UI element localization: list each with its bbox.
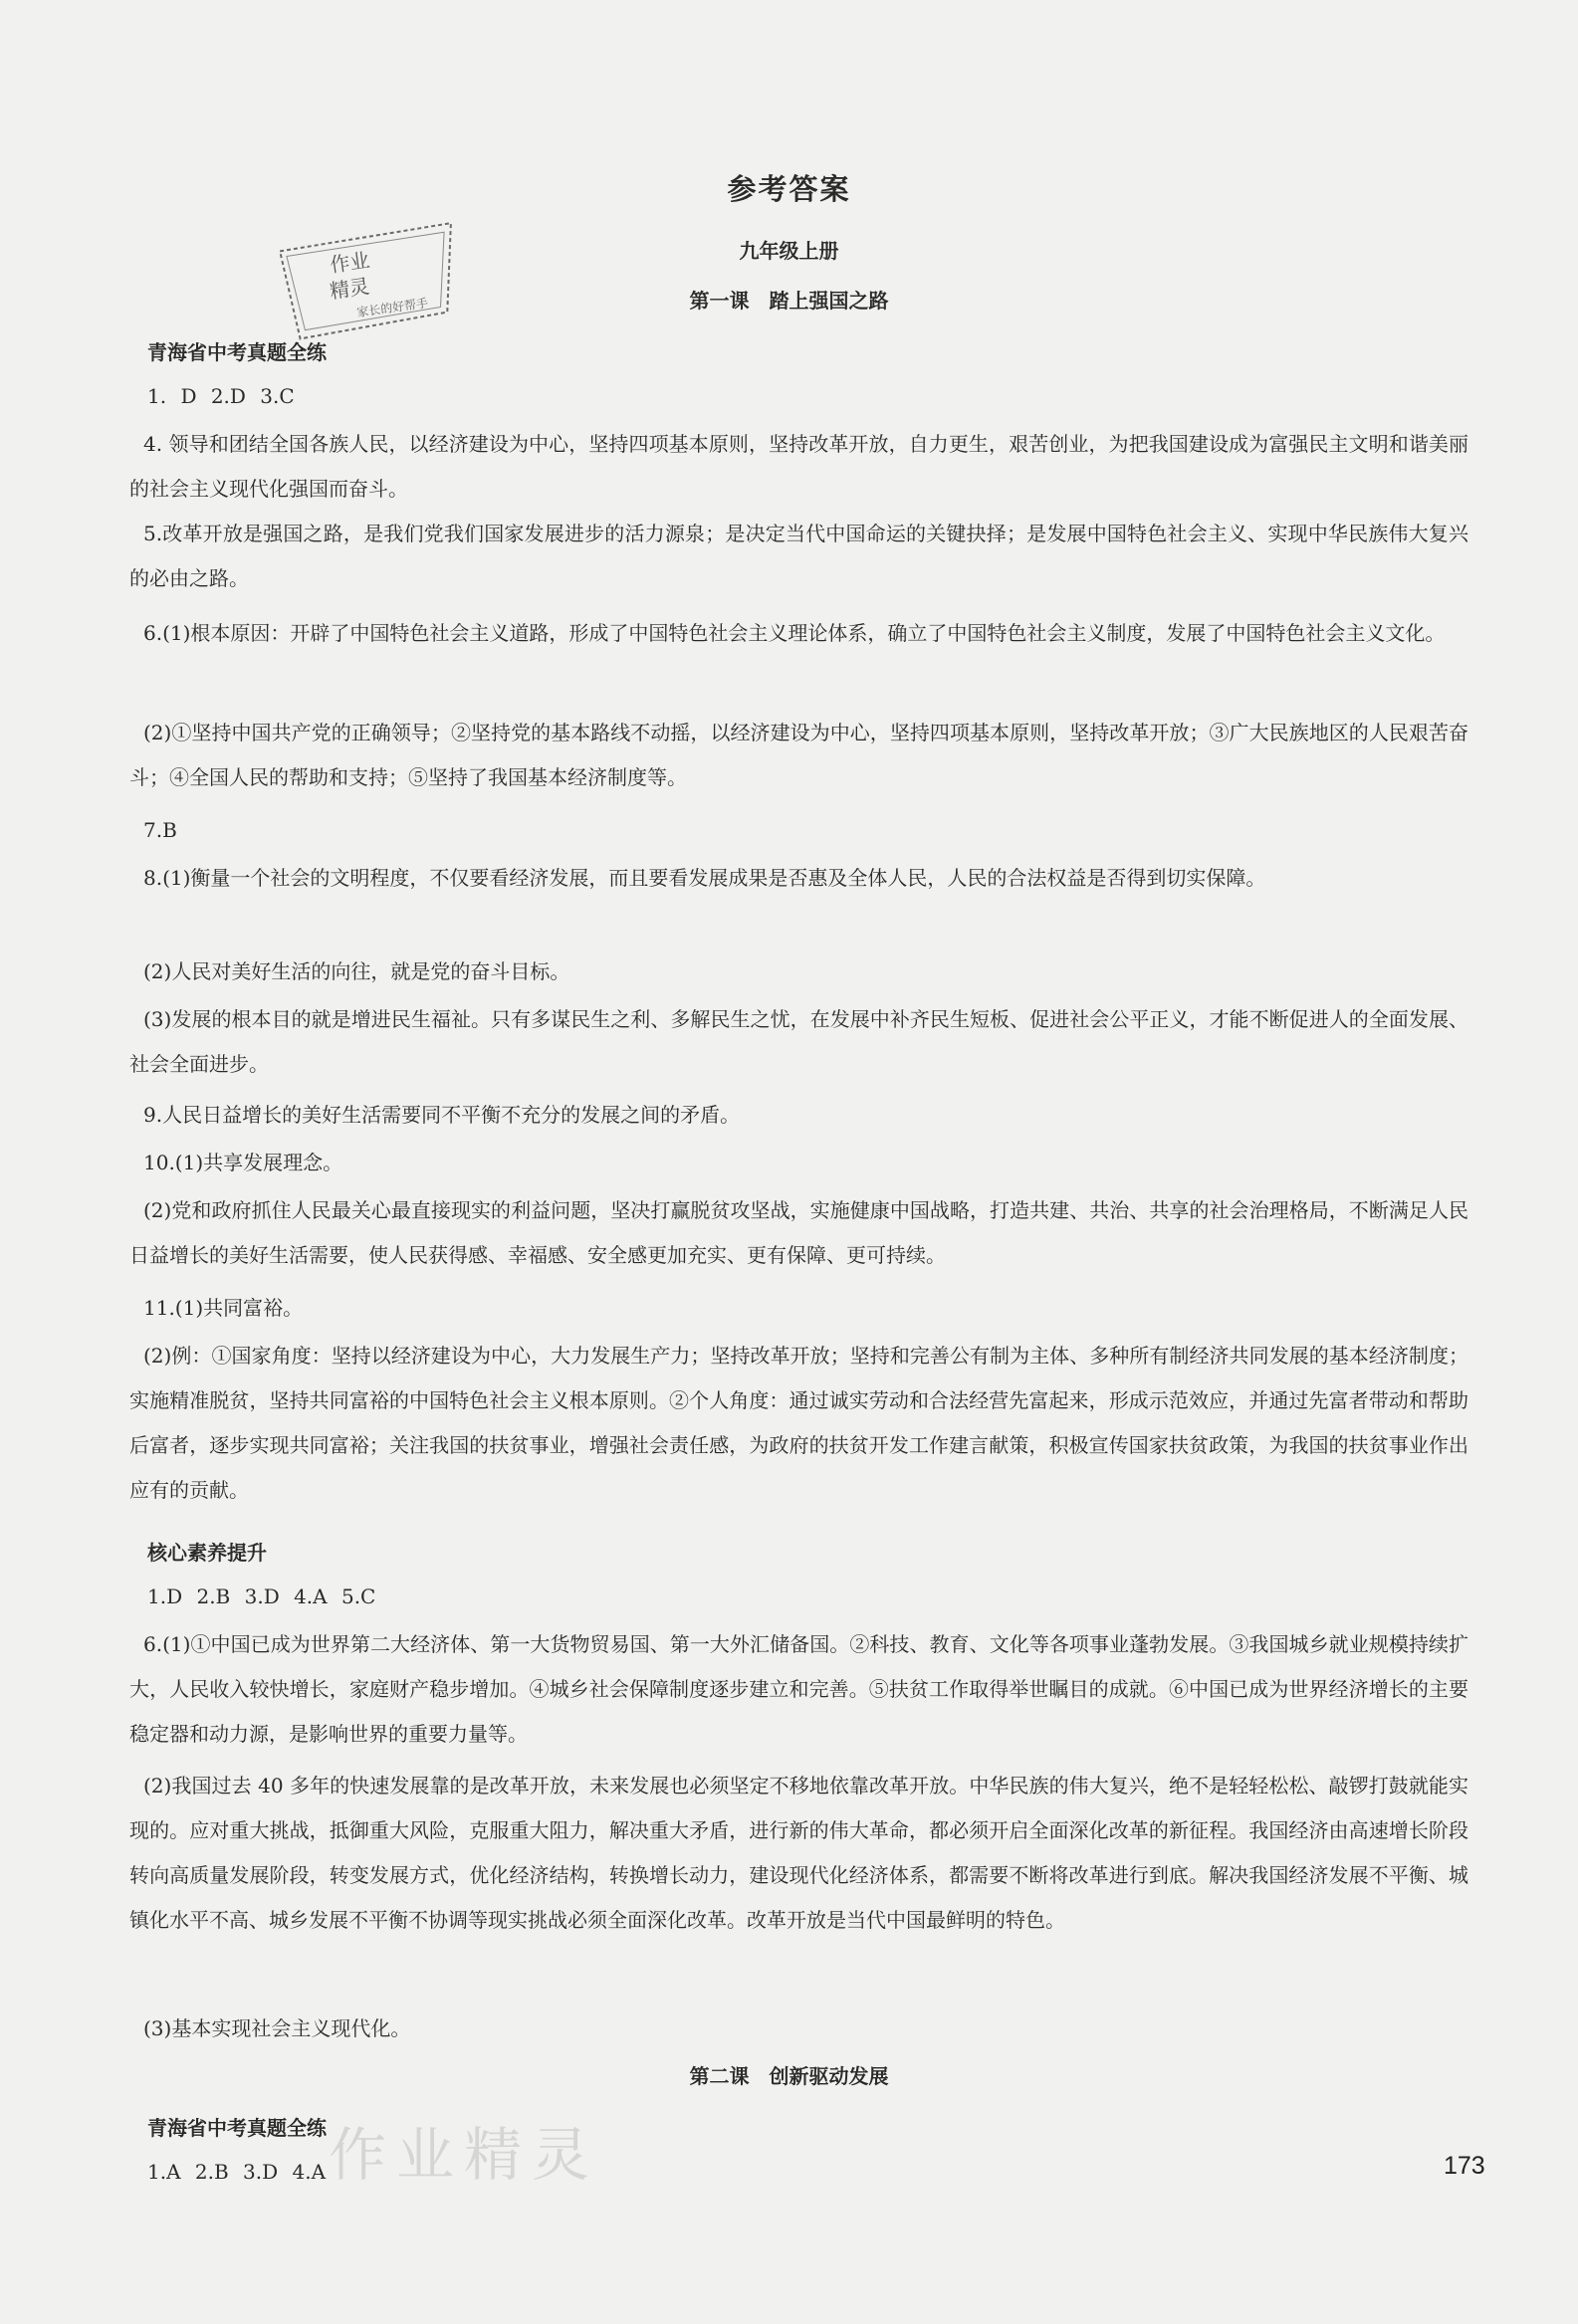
lesson1-title: 第一课 踏上强国之路 xyxy=(689,289,889,313)
lesson2-section1-heading: 青海省中考真题全练 xyxy=(147,2116,327,2140)
lesson2-title: 第二课 创新驱动发展 xyxy=(689,2064,889,2088)
answer-7: 7.B xyxy=(143,818,177,842)
stamp-line3: 家长的好帮手 xyxy=(355,296,429,320)
lesson1-section1-choices: 1. D 2.D 3.C xyxy=(147,384,295,408)
answer-10-2: (2)党和政府抓住人民最关心最直接现实的利益问题，坚决打赢脱贫攻坚战，实施健康中国战略，打造共建、共治、共享的社会治理格局，不断满足人民日益增长的美好生活需要，使人民获得感、幸福感、安全感更加充实、更有保障、更可持续。 xyxy=(129,1198,1468,1267)
core-answer-6-3: (3)基本实现社会主义现代化。 xyxy=(143,2016,411,2040)
answer-5: 5.改革开放是强国之路，是我们党我们国家发展进步的活力源泉；是决定当代中国命运的关键抉择；是发展中国特色社会主义、实现中华民族伟大复兴的必由之路。 xyxy=(129,522,1468,590)
answer-6-1: 6.(1)根本原因：开辟了中国特色社会主义道路，形成了中国特色社会主义理论体系，确立了中国特色社会主义制度，发展了中国特色社会主义文化。 xyxy=(143,621,1446,645)
watermark: 作业精灵 xyxy=(329,2121,600,2189)
answer-11-1: 11.(1)共同富裕。 xyxy=(143,1296,304,1320)
lesson2-section1-choices: 1.A 2.B 3.D 4.A xyxy=(147,2160,327,2184)
page-number: 173 xyxy=(1444,2152,1485,2180)
lesson1-section1-heading: 青海省中考真题全练 xyxy=(147,340,327,364)
answer-10-1: 10.(1)共享发展理念。 xyxy=(143,1151,343,1174)
answer-6-2: (2)①坚持中国共产党的正确领导；②坚持党的基本路线不动摇，以经济建设为中心，坚持四项基本原则，坚持改革开放；③广大民族地区的人民艰苦奋斗；④全国人民的帮助和支持；⑤坚持了我国基本经济制度等。 xyxy=(129,721,1468,789)
answer-11-2: (2)例：①国家角度：坚持以经济建设为中心，大力发展生产力；坚持改革开放；坚持和完善公有制为主体、多种所有制经济共同发展的基本经济制度；实施精准脱贫，坚持共同富裕的中国特色社会主义根本原则。②个人角度：通过诚实劳动和合法经营先富起来，形成示范效应，并通过先富者带动和帮助后富者，逐步实现共同富裕；关注我国的扶贫事业，增强社会责任感，为政府的扶贫开发工作建言献策，积极宣传国家扶贫政策，为我国的扶贫事业作出应有的贡献。 xyxy=(129,1344,1468,1502)
page-title: 参考答案 xyxy=(727,172,851,206)
answer-8-1: 8.(1)衡量一个社会的文明程度，不仅要看经济发展，而且要看发展成果是否惠及全体人民，人民的合法权益是否得到切实保障。 xyxy=(143,866,1266,890)
homework-elf-stamp-logo xyxy=(264,212,476,348)
answer-8-3: (3)发展的根本目的就是增进民生福祉。只有多谋民生之利、多解民生之忧，在发展中补齐民生短板、促进社会公平正义，才能不断促进人的全面发展、社会全面进步。 xyxy=(129,1007,1468,1076)
lesson1-section2-heading: 核心素养提升 xyxy=(147,1541,267,1565)
grade-subtitle: 九年级上册 xyxy=(739,239,839,263)
answer-9: 9.人民日益增长的美好生活需要同不平衡不充分的发展之间的矛盾。 xyxy=(143,1103,741,1127)
lesson1-section2-choices: 1.D 2.B 3.D 4.A 5.C xyxy=(147,1585,376,1608)
core-answer-6-1: 6.(1)①中国已成为世界第二大经济体、第一大货物贸易国、第一大外汇储备国。②科技、教育、文化等各项事业蓬勃发展。③我国城乡就业规模持续扩大，人民收入较快增长，家庭财产稳步增加。④城乡社会保障制度逐步建立和完善。⑤扶贫工作取得举世瞩目的成就。⑥中国已成为世界经济增长的主要稳定器和动力源，是影响世界的重要力量等。 xyxy=(129,1632,1468,1746)
core-answer-6-2: (2)我国过去 40 多年的快速发展靠的是改革开放，未来发展也必须坚定不移地依靠改革开放。中华民族的伟大复兴，绝不是轻轻松松、敲锣打鼓就能实现的。应对重大挑战，抵御重大风险，克服重大阻力，解决重大矛盾，进行新的伟大革命，都必须开启全面深化改革的新征程。我国经济由高速增长阶段转向高质量发展阶段，转变发展方式，优化经济结构，转换增长动力，建设现代化经济体系，都需要不断将改革进行到底。解决我国经济发展不平衡、城镇化水平不高、城乡发展不平衡不协调等现实挑战必须全面深化改革。改革开放是当代中国最鲜明的特色。 xyxy=(129,1774,1468,1932)
answer-8-2: (2)人民对美好生活的向往，就是党的奋斗目标。 xyxy=(143,959,570,983)
stamp-line1: 作业 xyxy=(328,248,371,278)
stamp-line2: 精灵 xyxy=(328,274,371,304)
answer-4: 4. 领导和团结全国各族人民，以经济建设为中心，坚持四项基本原则，坚持改革开放，自力更生，艰苦创业，为把我国建设成为富强民主文明和谐美丽的社会主义现代化强国而奋斗。 xyxy=(129,432,1468,501)
